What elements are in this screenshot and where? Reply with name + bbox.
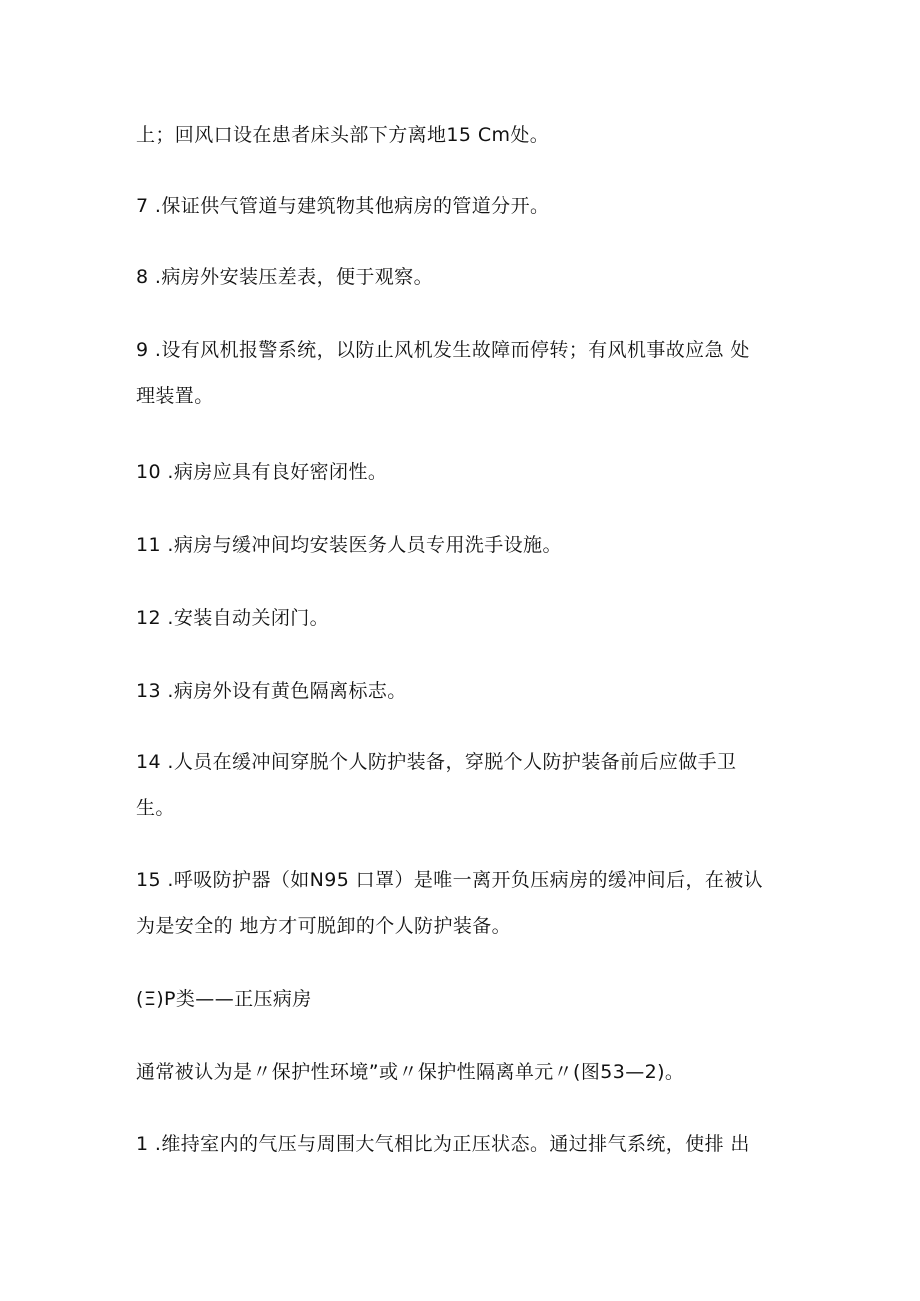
text-line: 11 .病房与缓冲间均安装医务人员专用洗手设施。 [136,534,562,556]
text-line: 15 .呼吸防护器（如N95 口罩）是唯一离开负压病房的缓冲间后，在被认 [136,869,764,891]
text-line: 理装置。 [136,385,214,407]
text-line: 12 .安装自动关闭门。 [136,607,330,629]
text-line: 13 .病房外设有黄色隔离标志。 [136,680,407,702]
text-line: 7 .保证供气管道与建筑物其他病房的管道分开。 [136,195,550,217]
text-line: 生。 [136,797,175,819]
text-line: 通常被认为是〃保护性环境”或〃保护性隔离单元〃(图53—2)。 [136,1061,685,1083]
section-heading: (Ξ)P类——正压病房 [136,988,312,1010]
text-line: 上；回风口设在患者床头部下方离地15 Cm处。 [136,124,550,146]
text-line: 为是安全的 地方才可脱卸的个人防护装备。 [136,915,512,937]
text-line: 14 .人员在缓冲间穿脱个人防护装备，穿脱个人防护装备前后应做手卫 [136,751,737,773]
text-line: 8 .病房外安装压差表，便于观察。 [136,266,433,288]
text-line: 9 .设有风机报警系统，以防止风机发生故障而停转；有风机事故应急 处 [136,339,750,361]
text-line: 10 .病房应具有良好密闭性。 [136,461,388,483]
text-line: 1 .维持室内的气压与周围大气相比为正压状态。通过排气系统，使排 出 [136,1133,750,1155]
